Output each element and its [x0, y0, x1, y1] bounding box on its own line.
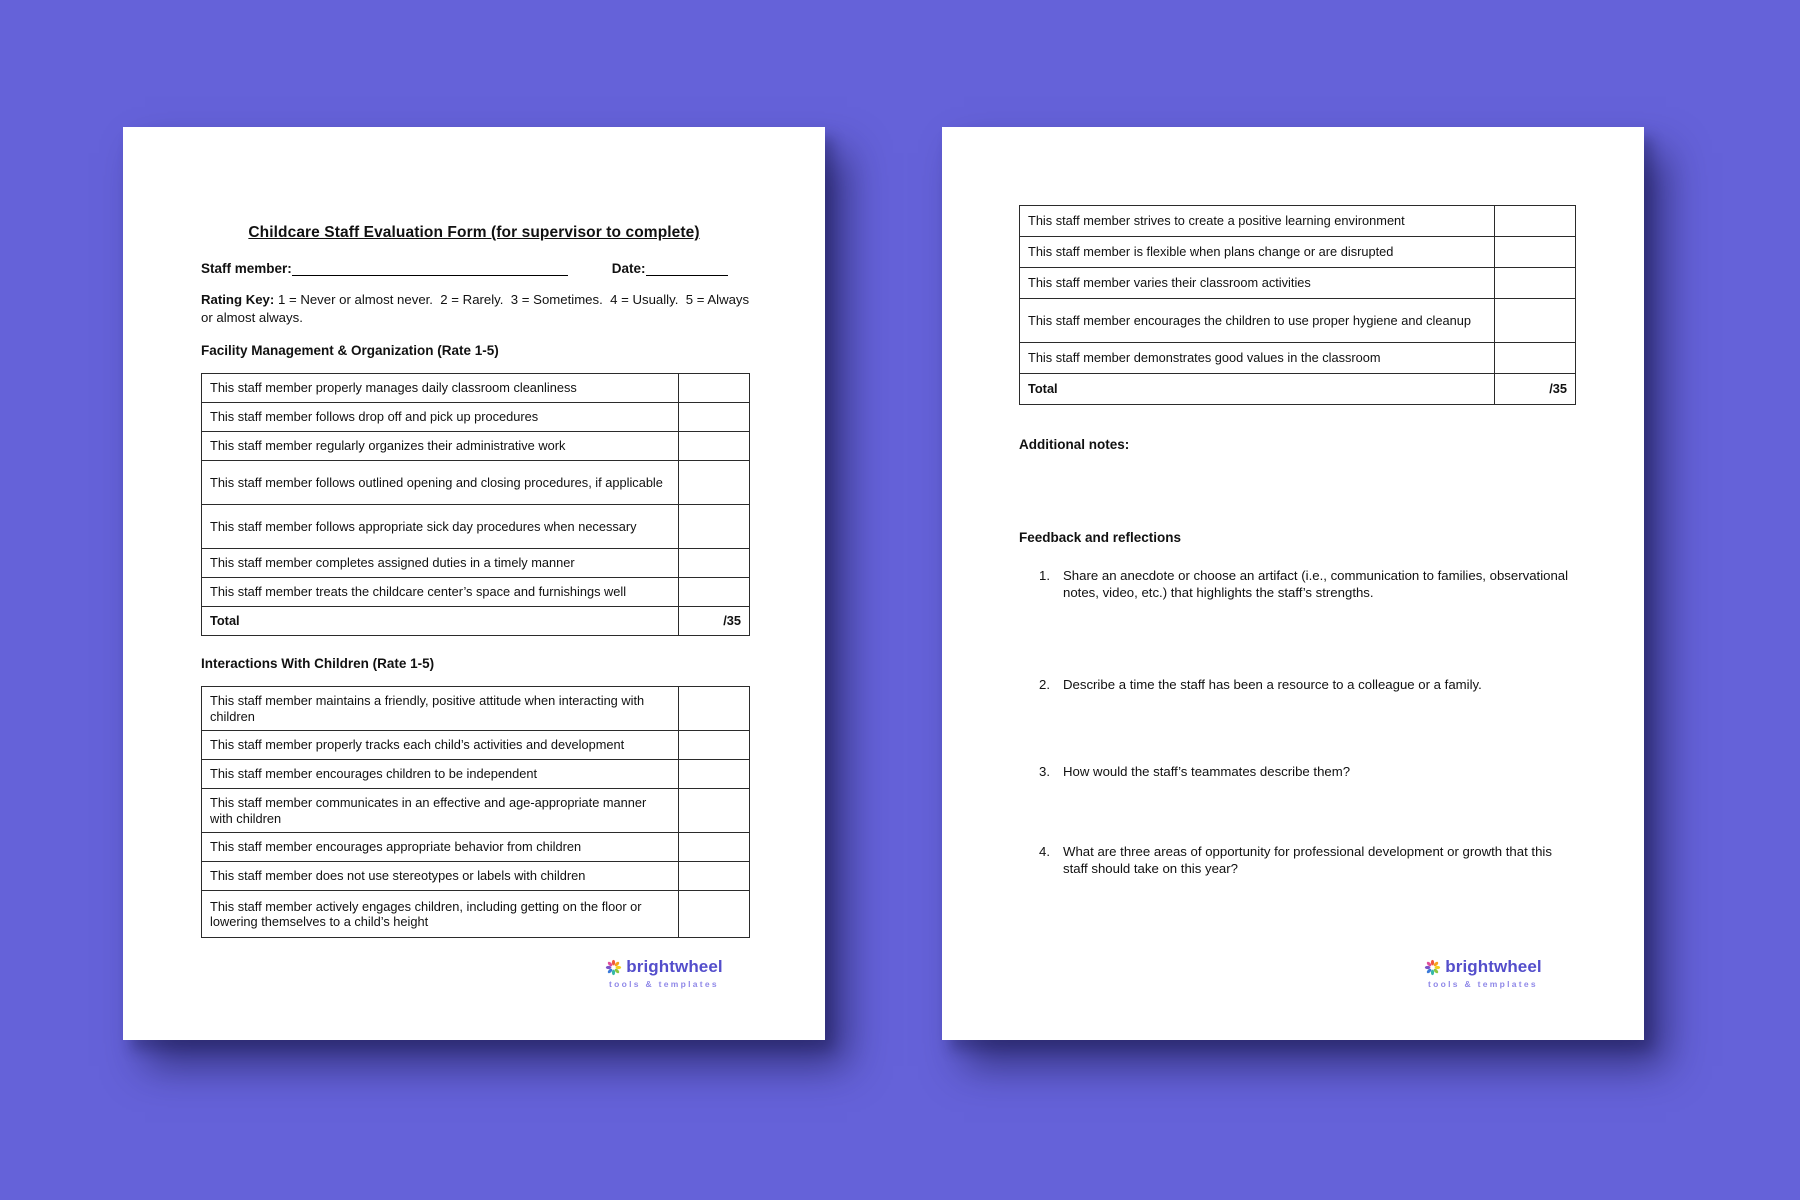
- brightwheel-wordmark: brightwheel: [1445, 957, 1542, 976]
- rating-cell[interactable]: [679, 549, 750, 578]
- total-value: /35: [1495, 374, 1576, 405]
- criterion-text: This staff member follows drop off and pick up procedures: [202, 403, 679, 432]
- rating-cell[interactable]: [1495, 206, 1576, 237]
- criterion-text: This staff member completes assigned duties in a timely manner: [202, 549, 679, 578]
- total-label: Total: [1020, 374, 1495, 405]
- staff-member-blank[interactable]: [292, 260, 568, 276]
- pinwheel-icon: [605, 959, 622, 976]
- table-row: [1020, 268, 1576, 299]
- staff-date-row: [201, 260, 748, 276]
- criterion-text: This staff member is flexible when plans change or are disrupted: [1020, 237, 1495, 268]
- table-row: [202, 432, 750, 461]
- criterion-text: This staff member encourages children to be independent: [202, 760, 679, 789]
- rating-cell[interactable]: [1495, 343, 1576, 374]
- criterion-text: This staff member treats the childcare center’s space and furnishings well: [202, 578, 679, 607]
- table-row: [202, 891, 750, 938]
- table-row: [202, 578, 750, 607]
- page-title: Childcare Staff Evaluation Form (for supervisor to complete): [248, 224, 700, 241]
- table-row: [1020, 206, 1576, 237]
- logo-tagline: tools & templates: [1428, 979, 1538, 989]
- criterion-text: This staff member maintains a friendly, positive attitude when interacting with children: [202, 687, 679, 731]
- criterion-text: This staff member properly manages daily classroom cleanliness: [202, 374, 679, 403]
- rating-cell[interactable]: [679, 731, 750, 760]
- total-label: Total: [202, 607, 679, 636]
- table-row: [202, 731, 750, 760]
- facility-management-table: [201, 373, 750, 636]
- criterion-text: This staff member demonstrates good values in the classroom: [1020, 343, 1495, 374]
- section-heading-facility: Facility Management & Organization (Rate 1-5): [201, 343, 499, 358]
- rating-cell[interactable]: [679, 760, 750, 789]
- criterion-text: This staff member regularly organizes their administrative work: [202, 432, 679, 461]
- criterion-text: This staff member actively engages children, including getting on the floor or lowering themselves to a child’s height: [202, 891, 679, 938]
- document-page-1: [123, 127, 825, 1040]
- table-row: [202, 687, 750, 731]
- date-blank[interactable]: [646, 260, 728, 276]
- item-number: 3.: [1039, 764, 1050, 779]
- table-row: [1020, 237, 1576, 268]
- item-number: 4.: [1039, 844, 1050, 859]
- rating-key: [201, 291, 757, 327]
- table-row: [202, 862, 750, 891]
- staff-member-label: Staff member:: [201, 261, 292, 276]
- total-value: /35: [679, 607, 750, 636]
- total-row: [202, 607, 750, 636]
- rating-cell[interactable]: [1495, 299, 1576, 343]
- rating-key-label: Rating Key:: [201, 292, 275, 307]
- feedback-item: [1039, 763, 1579, 780]
- criterion-text: This staff member follows appropriate sick day procedures when necessary: [202, 505, 679, 549]
- table-row: [202, 789, 750, 833]
- item-text: Describe a time the staff has been a resource to a colleague or a family.: [1063, 677, 1482, 692]
- rating-cell[interactable]: [679, 687, 750, 731]
- table-row: [202, 505, 750, 549]
- criterion-text: This staff member does not use stereotypes or labels with children: [202, 862, 679, 891]
- item-text: How would the staff’s teammates describe them?: [1063, 764, 1351, 779]
- criterion-text: This staff member varies their classroom activities: [1020, 268, 1495, 299]
- table-row: [202, 833, 750, 862]
- table-row: [202, 760, 750, 789]
- rating-cell[interactable]: [679, 833, 750, 862]
- item-number: 2.: [1039, 677, 1050, 692]
- continued-evaluation-table: [1019, 205, 1576, 405]
- table-row: [202, 549, 750, 578]
- additional-notes-label: Additional notes:: [1019, 437, 1130, 452]
- section-heading-interactions: Interactions With Children (Rate 1-5): [201, 656, 435, 671]
- rating-cell[interactable]: [679, 862, 750, 891]
- rating-cell[interactable]: [679, 461, 750, 505]
- document-page-2: [942, 127, 1644, 1040]
- rating-cell[interactable]: [679, 505, 750, 549]
- feedback-item: [1039, 843, 1579, 877]
- rating-cell[interactable]: [1495, 237, 1576, 268]
- rating-cell[interactable]: [679, 432, 750, 461]
- brightwheel-logo: [599, 957, 729, 989]
- rating-cell[interactable]: [679, 789, 750, 833]
- table-row: [1020, 343, 1576, 374]
- rating-cell[interactable]: [679, 578, 750, 607]
- item-text: Share an anecdote or choose an artifact (i.e., communication to families, observational notes, video, etc.) that highlights the staff’s strengths.: [1063, 568, 1569, 600]
- item-text: What are three areas of opportunity for professional development or growth that this staff should take on this year?: [1063, 844, 1552, 876]
- date-label: Date:: [611, 261, 646, 276]
- rating-cell[interactable]: [679, 374, 750, 403]
- criterion-text: This staff member follows outlined opening and closing procedures, if applicable: [202, 461, 679, 505]
- criterion-text: This staff member encourages the children to use proper hygiene and cleanup: [1020, 299, 1495, 343]
- feedback-heading: Feedback and reflections: [1019, 530, 1182, 545]
- feedback-item: [1039, 567, 1579, 601]
- table-row: [1020, 299, 1576, 343]
- total-row: [1020, 374, 1576, 405]
- item-number: 1.: [1039, 568, 1050, 583]
- criterion-text: This staff member encourages appropriate behavior from children: [202, 833, 679, 862]
- table-row: [202, 403, 750, 432]
- criterion-text: This staff member properly tracks each child’s activities and development: [202, 731, 679, 760]
- rating-cell[interactable]: [1495, 268, 1576, 299]
- feedback-item: [1039, 676, 1579, 693]
- pinwheel-icon: [1424, 959, 1441, 976]
- criterion-text: This staff member communicates in an effective and age-appropriate manner with children: [202, 789, 679, 833]
- brightwheel-logo: [1418, 957, 1548, 989]
- table-row: [202, 461, 750, 505]
- table-row: [202, 374, 750, 403]
- criterion-text: This staff member strives to create a positive learning environment: [1020, 206, 1495, 237]
- rating-cell[interactable]: [679, 403, 750, 432]
- rating-key-text: 1 = Never or almost never. 2 = Rarely. 3 = Sometimes. 4 = Usually. 5 = Always or almost always.: [201, 292, 753, 325]
- brightwheel-wordmark: brightwheel: [626, 957, 723, 976]
- interactions-table: [201, 686, 750, 938]
- logo-tagline: tools & templates: [609, 979, 719, 989]
- rating-cell[interactable]: [679, 891, 750, 938]
